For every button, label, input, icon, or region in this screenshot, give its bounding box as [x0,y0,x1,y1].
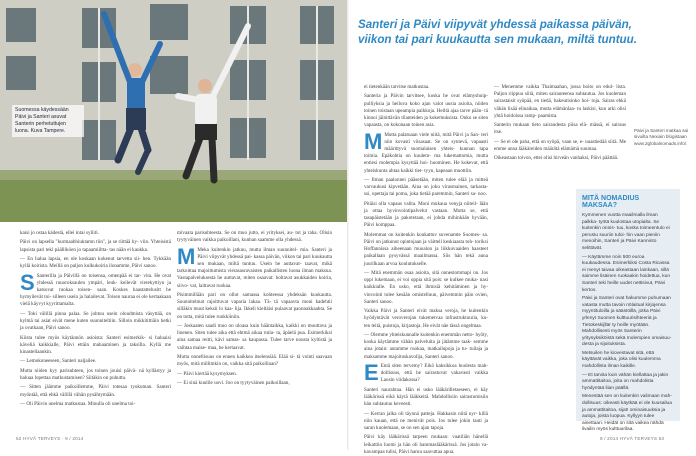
paragraph: mivaata parisuhteesta. Se on muo jutto, ei yrityksei, au- tot ja raha. Olisin tyytyväinen vaikka paikoillani, kunhan saamme olla yhdessä. [177,230,332,244]
folio-left: 52 HYVÄ TERVEYS · 9 / 2014 [16,436,84,441]
left-column-2 [177,230,332,430]
right-column-2 [494,84,626,184]
sidebar-paragraph: Päivi ja Santeri ovat hakumme puhumaan vatasta mutta tavoin nölaitual kirjojensa myyntituloilla ja säästöillä, jotka Päivi yrlenyt Suomen kulttuurisihteeriä ja Tietokeskijllär ty heille myötään. Mahdollisesti myös Santerin yritysyksiköistä sekä molempien omaisuu- desta ja sijoituksista. [582,296,672,348]
paragraph: M Meka kuitenkin jatkuu, mutta ilman suunnitel- mia. Santeri ja Päivi viipyvät yhdessä pai- kassa päivän, viikon tai pari kuukautta sen mukaan, miltä tuntuu. Usein he auttavat- taavat, mikä tarkoittaa majoittumista vierasasravaisten paikallisten luona ilman maksua. Vastapalveluksesta he auttavat, miten osaavat: holtavat asukkaiden koiria, siivo- vat, laittavat ruokaa. [177,243,332,289]
sidebar-paragraph: Kymmenen vuotta maailmalla ilman palkka- työtä kuulostaa utopialta. Se kuitenkin onnis- tuu, koska toimeentulo ei perustu suuriin tuloi- hin vaan pieniin menoihin, Santeri ja Päivi Kanninto selittävät. [582,213,670,251]
paragraph: Santeri naurahtaa. Hän ei usko lääkärilletaeseen, ei käy lääkärissä eikä käytä lääkkeitä. Mahdollisiin sairastumisiin hän suhtautuu keveesti. [364,386,488,408]
paragraph: M Mutta palatuaan viele niitä, mitä Päivi ja San- teri niin kovasti viisasaat. Se on syntevä, vapaasti määrittyvä suomalaisen yhteis- kunnan tapa toimia. Epäkohtia on kuulem- ma lukemattomia, mutta entiesi molempia kysyttää hoi- huominen. He kokevat, että yhteiskunta ahtaa kaikki tiet- tyyn, kapeaan muottiin. [364,128,488,174]
photo-caption: Suomessa käydessään Päivi ja Santeri asuvat Santerin perhetuttujen luona. Kuva Tampere. [12,105,84,137]
paragraph: — Se ei ole paha, että on syöpä, vaan se, e- uuastiedää siitä. Me emme anna lääkäreiden määrätä elämämä suuntaa. [494,138,626,152]
sidebar-paragraph: — Käytämme noin 500 euroa kuukaudessa. Esimerkiksi Costa Ricassa ei menyt taivaa oikeastaan lainkaan, sillä saimme lisäinen ruokaakin hoidettua, kun Santeri teki heille uudet nettisivut, Päivi kertoo. [582,254,670,293]
paragraph: S Santerilla ja Päivillä on toisensa, omenpää ei tar- vita. He ovat yhdessä ruuoroksaulen ympäri, leuk- keilevät vierekyttiyn ja katsovat ruokaa toisen- saan. Koskes haastattelusitt he hymyilevät toi- silleen usein ja halailevat. Toisen nauraa ei ole kertaakaan vielä käyvyt kyyrittamalta. [20,269,171,308]
paragraph: — Mitä enemmän osaa asioita, sitä onnestommapi on. Jos oppi lukemaan, ei voi oppia sitä pois: se kulkee muka- nasi kaikkialle. En usko, että ihmisiä kehitäminen ja hy- vinvointi tulee kesään omistelluun, päivemmin päin ovien, Santeri sanoo. [364,270,488,305]
paragraph: Molemmat on kuitenkin koukattuv suvenamte Suomes- sa. Päivi on jatkunut opintojaan ja väitteli keskiaasta toh- toriksi Hoffannissa aiheenaan muoalon ja liikkuvaaiden haasteet paikallaan pysyvässä maailmassa. Siis hän tekä auna juurilkaan arvoa koulutukselle. [364,231,488,267]
paragraph: Oikeastaan toivon, ettei olisi hirveän vanhaksi, Päivi päättää. [494,155,619,162]
dropcap-m: M [177,243,196,269]
cost-sidebar [576,189,680,433]
paragraph: — Menemme vaikka Thaimaahan, jossa hoito on edul- lista. Paljon riippuu siitä, miten sairauteensa suhtautua. Jos kuoleman sairastaisit syöpää, en tiedä, hakeutisinko hoi- toja. Sairas ehkä vähän lisää elinaikaa, mutta elämänlaa- tu laskisi, kun arki olisi yhtä hoidoissa ramp- paamista. [494,84,626,119]
paragraph: — Ei sinä kuulile uovi. Joo on tyytyväinen paikoillaan, [177,379,290,386]
paragraph: — Joskaaten saadi muo on uloasa kuin hääntaikka, kaikki on muuttava ja linenen. Siten tulee aika että ehtmä aikaa rutia- ta, äpäelä pua. Esimerkiksi aina samaa reitti, kävi samas- sa kaupassa. Tulee tarve nousta kyltistä ja vaihtaa maise- maa, he kertaavat. [177,323,332,351]
paragraph: Päivi on lapsella "kurmaabhiuktamn tiin", ja se riittää hy- viin. Yhteisistä lapsista pari teki päälliköen jo tapaamiiltta- tas nään ei kaukka. [20,239,171,253]
paragraph: ei tietenkään tarvitse matkustaa. [364,84,430,90]
paragraph: — Ilman paalonnei pääsetään, miten tulee elää ja mitteä varvaukusi kipvetään. Aina on joku virasmainen, tarkasta- ssi, opettaja tai poma, joka tietää paremmin, Santeri sa- noo. [364,177,488,198]
dropcap-s: S [20,269,35,295]
paragraph: E Entä siten tervemy? Eikö kaksikkoa huolesta mah- dollisuus, että he sairastuvat vakavasti vaikka Laosin viidakossa? [364,360,488,385]
paragraph: — Kerran jalka oli täynnä patteja. Hakkasin niitä nyr- killä niin kauan, että ne menivät pois. Jos tulee jokin tauti ja saran kuolemaan, se on sen ajan tapoja. [364,410,488,431]
right-column-1 [364,84,488,455]
sidebar-title: MITÄ NOMADIUS MAKSAA? [582,195,640,209]
blog-note: Päivi ja Santeri matkaa sai sivuilta Nexiain blogistaan www.2globalnomads.info/. [634,128,689,146]
paragraph: — Sitten jäämme paikoillemme, Päivi totesaa tyokuman. Santeri myöntää, että ehkä välillä vähän pysähtymään. [20,384,171,398]
dropcap-m: M [364,128,383,154]
paragraph: Pitäisi olla vapaus valita. Moni mukaua venyja niiteil- lään ja ottaa hyvinvointipalvelut vastaan. Mutta se, että tasapäistetään ja pakotetaan, ei johda mihinkään hyvään, Päivi komppaa. [364,200,488,229]
paragraph: Santerin mukaan tieto sairaudesta piisa elä- mässä, ei sairaus itse. [494,122,626,136]
paragraph: — Lemokoneeseen, Santeri naljailee. [20,358,97,365]
paragraph: Kiista tulee myös käytännön asioista: Santeri esimerkik- si haluaisi käveliä kaikkialle, Päivi ettäin mahaaminen ja taksilla. Kyllä me kinastellaankin. [20,334,171,355]
paragraph: Mutta niiden kyy parisuhteen, jos toinen jouisi päivä- nä kyllästyy ja haluaa lopettaa matkustamisen? Siitäkin on puhuttu. [20,367,171,381]
paragraph: Santeria ja Päivin tarvitsee, koska he ovat elämyshuip- pulliyksia ja heiluva koko ajan valot uusia asioita, niiden toinen toistaan upeampia paikkoja. Heiltä ajaa tarve pään- tä kinnoi jäinittävän tilanteiden ja kokemuksista. Onko se siten vapaasta, on kokonaan toinen asia. [364,93,488,129]
sidebar-paragraph: Menestää sen on kuitenkin valimaan mah- dollisuus: oikeasti käytkää ei ole kuusailua ja ammattitaitoa, sijat! ominaisuuksia ja autoja, joista luopua. Kyllyyn tulee ainettaan. Heidät on sitä vaikea nähdä ilvailin myös kulttuurilaa. [582,394,672,433]
paragraph: Vaikka Päivi ja Santeri eivät maksa veroja, he kuitenkin hyödyntävät veroverojan tukemetvaa infrastruktuuria, ku- ten teitä, puistoja, kirjastoja. He eivät näe tässä ongelmaa. [364,308,488,329]
paragraph: — Olemme yhteiskunnalle kuitenkin enemmän netto- hyöty, koska käytämme vähän palveluita ja jätämme taak- semme aina jotain: autamme ruokaa, matkailupoja ja tu- tuilaja ja maksamme majoituskavolija, Santeri sanoo. [364,332,488,360]
paragraph: — Toki välillä pinna palaa. Se johtuu usein oloudmista väsyttää, on kylmä tai asiat eivät mene kuten suunniteltiin. Silloin mikkitittiäin hetki ja ovatkaan, Päivi sanoo. [20,310,171,332]
sidebar-paragraph: — Et tarvita kuin vähän kiellattaa ja jakin ammattitaitoa, joita on mahdolista hyödyntää liian päällä. [582,372,669,391]
sidebar-paragraph: Metsuilen he kiovestavat sitä, että käyttävät vaikka, joka olisi kuulemma mahdollista ilman kaikille. [582,350,661,370]
left-column-1 [20,230,171,430]
folio-right: 9 / 2014 HYVÄ TERVEYS 53 [600,436,665,441]
paragraph: Päivi käy lääkärissä tarpeen mukaan: vaatiliän hänellä leikattiin luomi ja hän oli hammaslääkärissä. Jos jotain va- kavampaa tulisi, Päivi haruu saavuttaa apua. [364,434,488,455]
paragraph: kaisi jo ostaa kädestä, ellei intai syliiti. [20,230,99,236]
paragraph: Pisimmillään pari on ollut samassa kohteessa yhdeksän kuukautta. Suunnitelmat rajoittuvat vaparia lakaa. Tä- tä vapaavta moni kadehtii silläkin muut keksii lo kaa- lija. Ikkeli kieltäisi pulaavat paonnakkaahta. Se on totta, mitä tulee runkkiiniin. [177,292,332,320]
paragraph: — Oli Päivin unelma matkustaa. Minulla oli unelma toi- [20,400,136,407]
dropcap-e: E [364,360,379,385]
spine-fold [347,0,349,450]
paragraph: Mutta onnellisuus on ennen kaikkea itselensiää. Elää si- tä vointi saavaan myös, mitä millimkin on, vaikka sitä paikoillaan? [177,354,332,368]
paragraph: — En halua lapsia, en ole koskaan kokenut tarvetta sii- hen. Tykkään kyllä koirista. Meillä on paljon kulkukoiria ilonamme, Päivi sanoo. [20,255,171,270]
paragraph: — Päivi kiertää kysymyksen. [177,370,237,377]
page-headline: Santeri ja Päivi viipyvät yhdessä paikassa päivän, viikon tai pari kuukautta sen mukaan, miltä tuntuu. [358,18,637,46]
